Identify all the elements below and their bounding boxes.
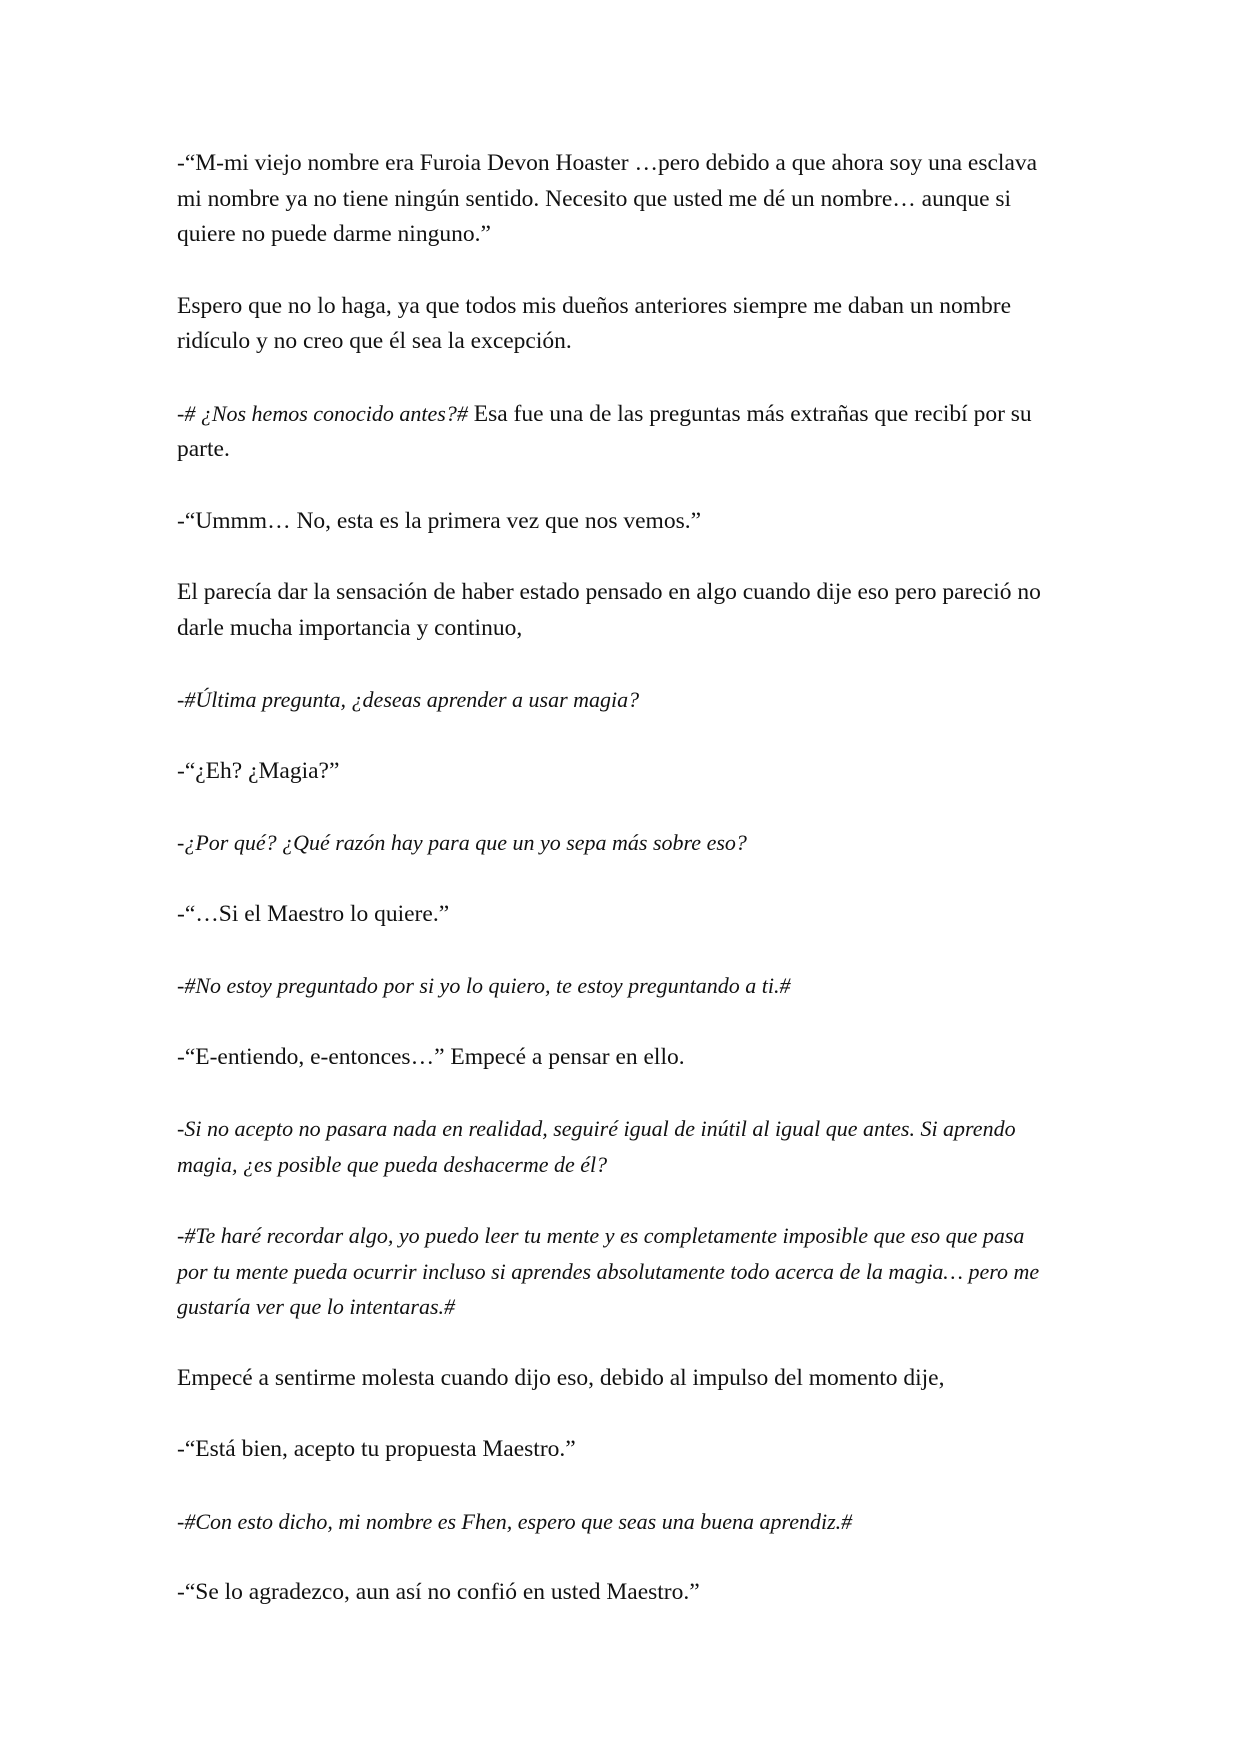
paragraph-9: -“…Si el Maestro lo quiere.”	[177, 900, 450, 927]
paragraph-17: -“Se lo agradezco, aun así no confió en usted Maestro.”	[177, 1579, 700, 1605]
paragraph-13: -#Te haré recordar algo, yo puedo leer tu mente y es completamente imposible que eso que pasa por tu mente pueda ocurrir incluso si aprendes absolutamente todo acerca de la magia… pero me gustaría ver que lo intentaras.#	[177, 1223, 1040, 1319]
paragraph-12: -Si no acepto no pasara nada en realidad, seguiré igual de inútil al igual que antes. Si aprendo magia, ¿es posible que pueda deshacerme de él?	[177, 1116, 1016, 1177]
paragraph-5: El parecía dar la sensación de haber estado pensado en algo cuando dije eso pero pareció no darle mucha importancia y continuo,	[177, 579, 1041, 641]
paragraph-6: -#Última pregunta, ¿deseas aprender a usar magia?	[177, 687, 640, 712]
paragraph-14: Empecé a sentirme molesta cuando dijo eso, debido al impulso del momento dije,	[177, 1364, 945, 1391]
paragraph-16: -#Con esto dicho, mi nombre es Fhen, espero que seas una buena aprendiz.#	[177, 1508, 853, 1534]
paragraph-11: -“E-entiendo, e-entonces…” Empecé a pensar en ello.	[177, 1043, 685, 1070]
paragraph-4: -“Ummm… No, esta es la primera vez que nos vemos.”	[177, 507, 702, 534]
paragraph-8: -¿Por qué? ¿Qué razón hay para que un yo sepa más sobre eso?	[177, 830, 747, 855]
document-body	[177, 146, 1057, 1647]
paragraph-3	[177, 396, 1057, 468]
paragraph-2: Espero que no lo haga, ya que todos mis dueños anteriores siempre me daban un nombre ridículo y no creo que él sea la excepción.	[177, 292, 1012, 354]
paragraph-1: -“M-mi viejo nombre era Furoia Devon Hoaster …pero debido a que ahora soy una esclava mi nombre ya no tiene ningún sentido. Necesito que usted me dé un nombre… aunque si quiere no puede darme ninguno.”	[177, 150, 1038, 247]
narration: Esa fue una de las preguntas más extrañas que recibí por su parte.	[177, 400, 1032, 462]
paragraph-15: -“Está bien, acepto tu propuesta Maestro.”	[177, 1436, 576, 1462]
paragraph-10: -#No estoy preguntado por si yo lo quiero, te estoy preguntando a ti.#	[177, 973, 791, 998]
paragraph-7: -“¿Eh? ¿Magia?”	[177, 757, 340, 784]
italic-thought: -# ¿Nos hemos conocido antes?#	[177, 400, 468, 426]
